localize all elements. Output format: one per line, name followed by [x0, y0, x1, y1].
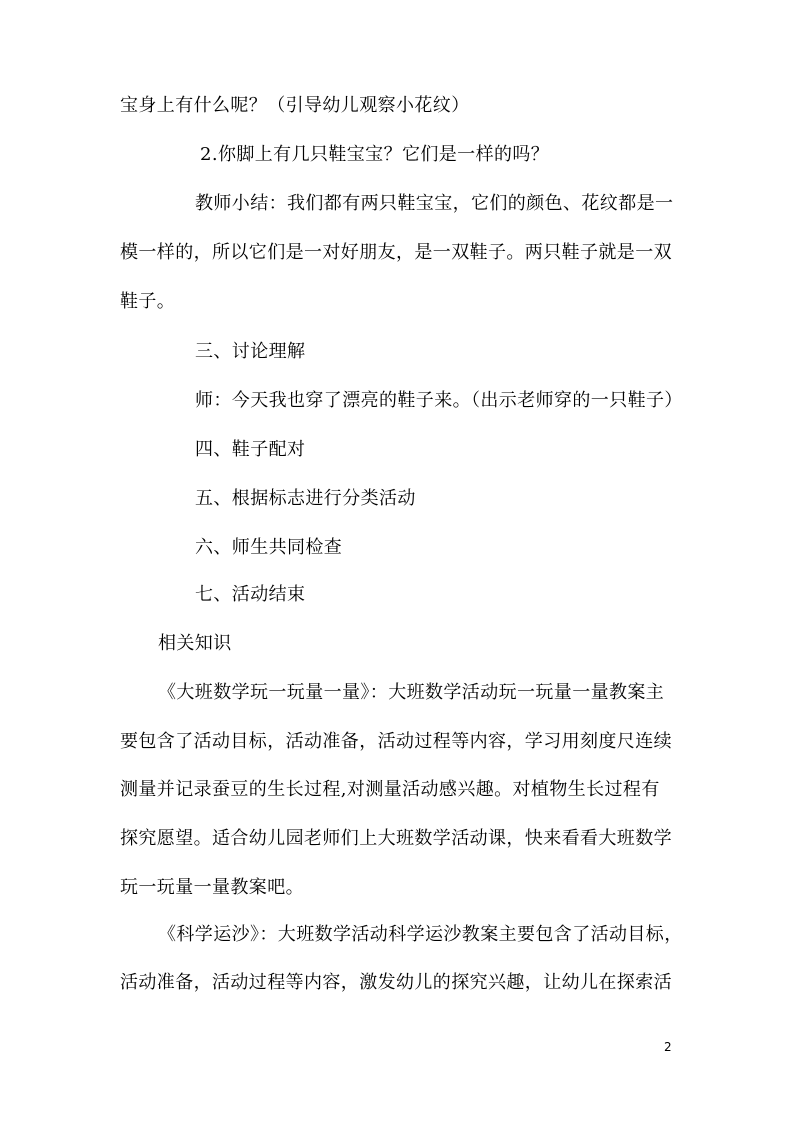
text-line: 《科学运沙》：大班数学活动科学运沙教案主要包含了活动目标， — [158, 924, 683, 945]
section-heading: 三、讨论理解 — [195, 341, 306, 362]
related-knowledge-heading: 相关知识 — [158, 633, 232, 654]
text-line: 教师小结：我们都有两只鞋宝宝，它们的颜色、花纹都是一 — [195, 193, 674, 214]
text-line: 探究愿望。适合幼儿园老师们上大班数学活动课，快来看看大班数学 — [120, 828, 672, 849]
section-heading: 五、根据标志进行分类活动 — [195, 488, 416, 509]
section-heading: 七、活动结束 — [195, 584, 306, 605]
page-number: 2 — [664, 1040, 672, 1054]
text-line: 宝身上有什么呢？（引导幼儿观察小花纹） — [120, 95, 470, 116]
section-heading: 六、师生共同检查 — [195, 537, 343, 558]
text-line: 玩一玩量一量教案吧。 — [120, 877, 304, 898]
text-line: 测量并记录蚕豆的生长过程,对测量活动感兴趣。对植物生长过程有 — [120, 779, 660, 800]
text-line: 模一样的，所以它们是一对好朋友，是一双鞋子。两只鞋子就是一双 — [120, 242, 672, 263]
text-line: 要包含了活动目标，活动准备，活动过程等内容，学习用刻度尺连续 — [120, 731, 672, 752]
text-line: 2.你脚上有几只鞋宝宝？它们是一样的吗？ — [200, 144, 550, 165]
text-line: 师：今天我也穿了漂亮的鞋子来。（出示老师穿的一只鞋子） — [195, 390, 683, 411]
text-line: 活动准备，活动过程等内容，激发幼儿的探究兴趣，让幼儿在探索活 — [120, 972, 672, 993]
section-heading: 四、鞋子配对 — [195, 439, 306, 460]
text-line: 鞋子。 — [120, 291, 176, 312]
text-line: 《大班数学玩一玩量一量》：大班数学活动玩一玩量一量教案主 — [158, 682, 665, 703]
